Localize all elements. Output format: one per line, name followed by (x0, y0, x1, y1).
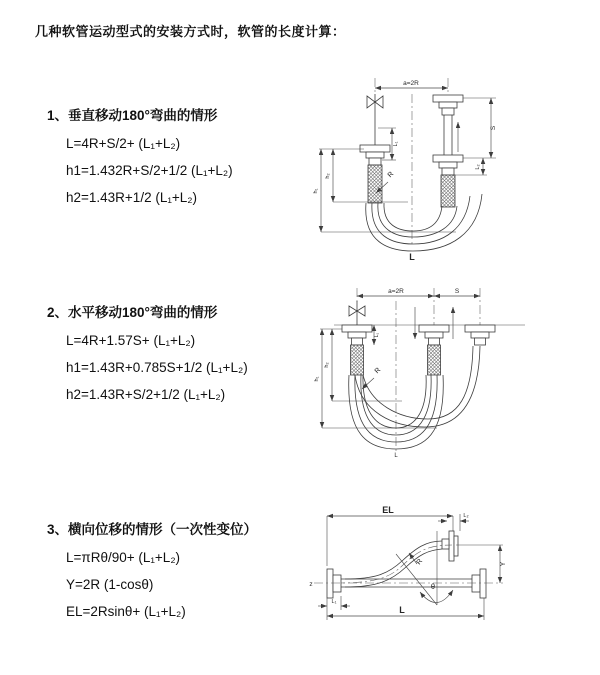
section-3-heading: 3、横向位移的情形（一次性变位） (47, 522, 258, 537)
dim-label-l: L (394, 453, 398, 459)
dim-label-l1: L₁ (374, 332, 380, 338)
section-2-formulas (47, 327, 248, 408)
right-pipe-assembly (433, 95, 463, 207)
section-horizontal-movement (47, 301, 248, 408)
page-title: 几种软管运动型式的安装方式时，软管的长度计算： (35, 24, 346, 39)
dim-label-a2r: a=2R (388, 288, 404, 295)
diagram-vertical-180-bend (308, 72, 523, 264)
dim-label-h2: h₂ (325, 173, 331, 179)
hose-arcs (349, 346, 480, 449)
dim-a2r (375, 80, 448, 88)
dim-label-l: L (399, 605, 405, 615)
right-pipe-assembly (465, 325, 495, 345)
formula-length: L=4R+S/2+ (L₁+L₂) (66, 136, 181, 151)
dim-label-y: Y (500, 561, 507, 567)
dim-label-l2: L₂ (463, 513, 469, 519)
diagram-horizontal-180-bend (312, 283, 552, 463)
dim-label-r: R (373, 366, 383, 376)
section-vertical-movement (47, 104, 233, 211)
dim-l1 (374, 325, 380, 345)
valve-icon (349, 301, 365, 325)
dim-s (434, 288, 480, 296)
dim-label-l1: L₁ (393, 141, 399, 147)
dim-label-r: R (386, 170, 396, 180)
diagram-lateral-displacement (300, 498, 570, 650)
right-flange (472, 569, 486, 598)
formula-length: L=4R+1.57S+ (L₁+L₂) (66, 333, 196, 348)
dim-label-s: S (454, 288, 460, 295)
upper-flange (442, 531, 458, 561)
section-lateral-displacement (47, 518, 257, 625)
section-1-heading: 1、垂直移动180°弯曲的情形 (47, 108, 218, 123)
dim-label-h1: h₁ (313, 188, 319, 194)
section-2-heading: 2、水平移动180°弯曲的情形 (47, 305, 218, 320)
formula-length: L=πRθ/90+ (L₁+L₂) (66, 550, 181, 565)
formula-h2: h2=1.43R+S/2+1/2 (L₁+L₂) (66, 387, 226, 402)
dim-s (463, 98, 497, 158)
dim-h1-h2 (314, 329, 437, 428)
centerline-mark: z (309, 581, 313, 588)
dim-label-l1: L₁ (331, 599, 337, 605)
valve-icon (367, 94, 383, 145)
formula-h1: h1=1.432R+S/2+1/2 (L₁+L₂) (66, 163, 233, 178)
dim-label-l2: L₂ (475, 164, 481, 170)
formula-y: Y=2R (1-cosθ) (66, 577, 154, 592)
hose-arcs (366, 194, 482, 251)
middle-pipe-assembly (419, 325, 449, 375)
section-3-formulas (47, 544, 257, 625)
left-pipe-assembly (360, 145, 390, 203)
dim-l1 (318, 596, 350, 610)
formula-h2: h2=1.43R+1/2 (L₁+L₂) (66, 190, 198, 205)
dim-label-h1: h₁ (314, 376, 320, 382)
dim-l (327, 598, 484, 620)
hose-curve (336, 541, 452, 587)
dim-label-el: EL (382, 505, 394, 515)
dim-label-s: S (490, 125, 497, 131)
formula-h1: h1=1.43R+0.785S+1/2 (L₁+L₂) (66, 360, 248, 375)
dim-label-l: L (409, 252, 415, 262)
left-flange (327, 569, 341, 598)
left-pipe-assembly (342, 325, 372, 375)
dim-el (327, 505, 453, 566)
section-1-formulas (47, 130, 233, 211)
dim-label-a2r: a=2R (403, 80, 419, 87)
dim-label-h2: h₂ (324, 362, 330, 368)
dim-a2r (357, 288, 434, 296)
dim-label-r: R (415, 557, 425, 567)
formula-el: EL=2Rsinθ+ (L₁+L₂) (66, 604, 186, 619)
radius-callout (362, 367, 382, 389)
dim-label-theta: θ (430, 582, 436, 591)
